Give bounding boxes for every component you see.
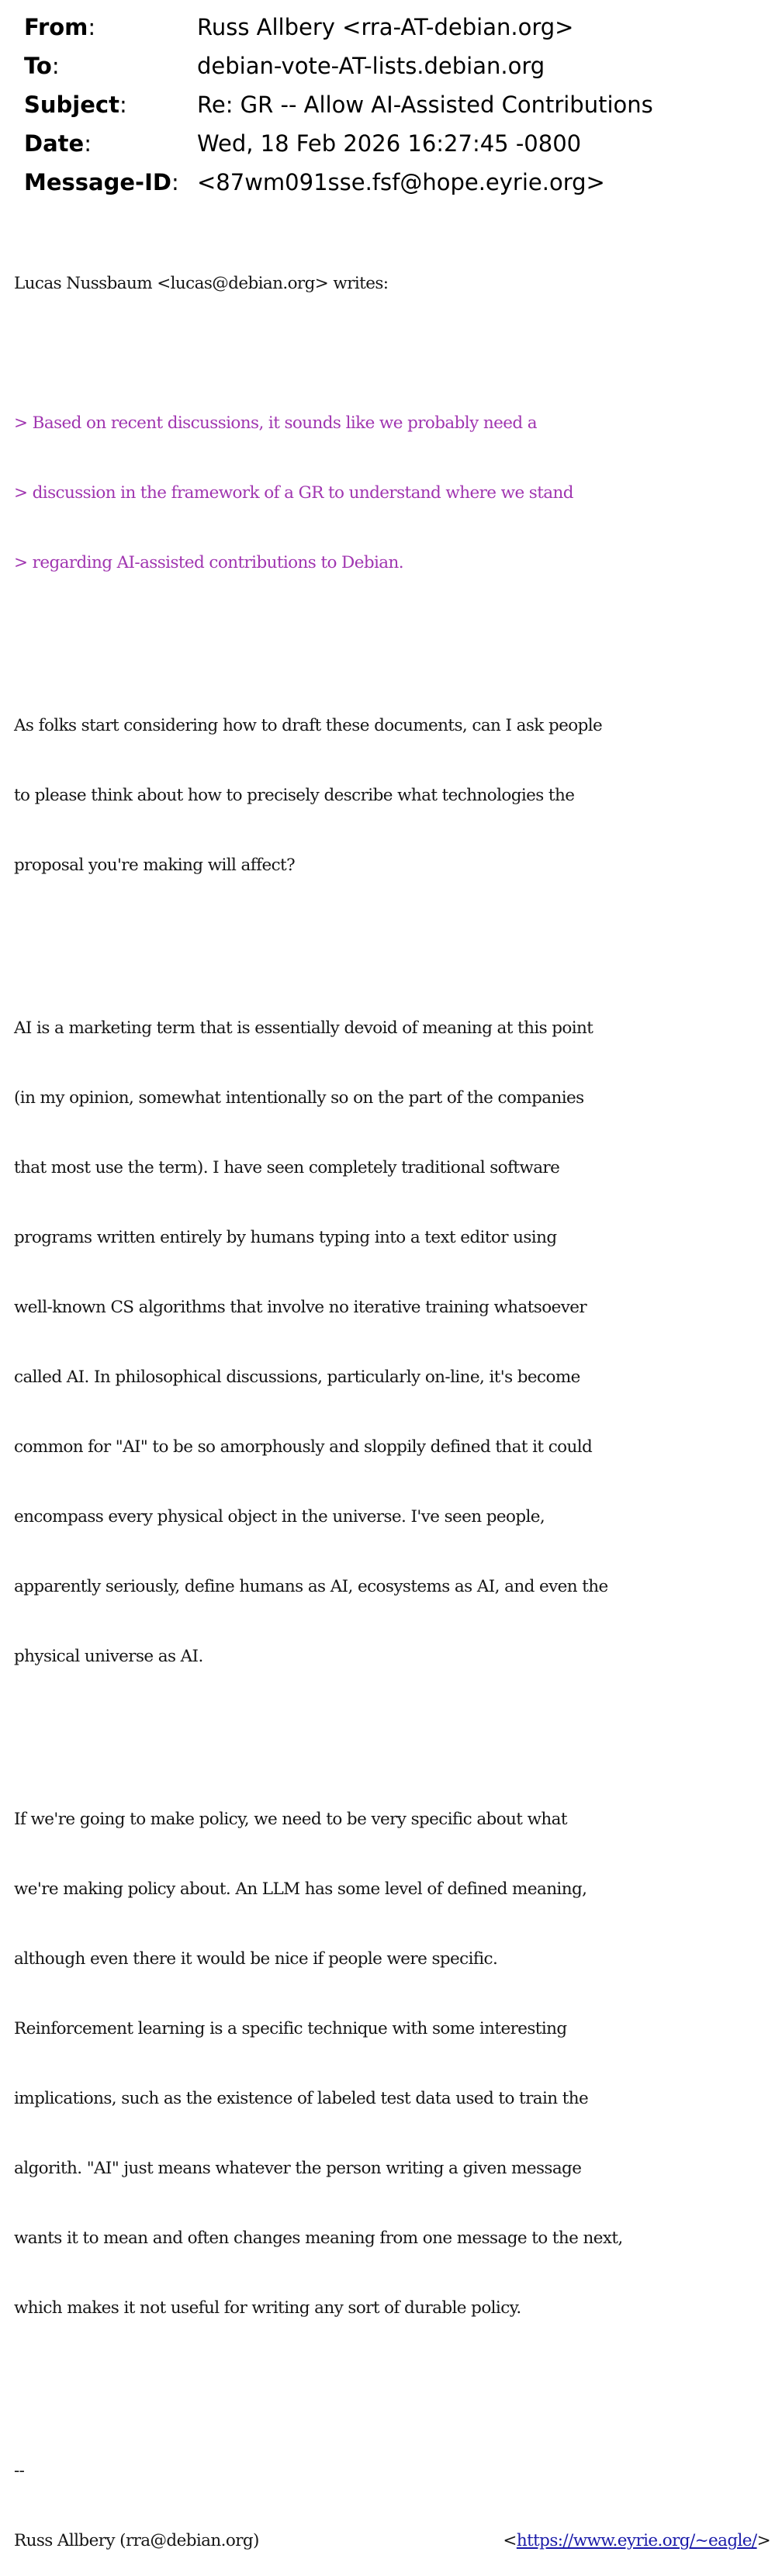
signature-line: [14, 2529, 770, 2553]
header-value: Russ Allbery <rra-AT-debian.org>: [197, 14, 574, 40]
header-subject: [24, 88, 653, 127]
bracket-open: <: [503, 2531, 517, 2550]
blank-line: [14, 1715, 770, 1738]
body-line: which makes it not useful for writing any sort of durable policy.: [14, 2298, 521, 2318]
header-to: [24, 50, 653, 88]
body-line: (in my opinion, somewhat intentionally so on the part of the companies: [14, 1088, 584, 1108]
header-date: [24, 127, 653, 166]
header-label: Message-ID:: [24, 169, 179, 195]
message-headers: [24, 11, 653, 205]
header-value: Re: GR -- Allow AI-Assisted Contributions: [197, 92, 653, 118]
signature-url-group: [503, 2529, 770, 2553]
body-line: encompass every physical object in the universe. I've seen people,: [14, 1507, 545, 1527]
body-line: programs written entirely by humans typing into a text editor using: [14, 1228, 557, 1247]
header-label: Subject:: [24, 92, 127, 118]
message-body: [14, 226, 770, 2576]
signature-link[interactable]: https://www.eyrie.org/~eagle/: [516, 2531, 757, 2550]
bracket-close: >: [756, 2531, 770, 2550]
header-value: <87wm091sse.fsf@hope.eyrie.org>: [197, 169, 605, 195]
body-line: apparently seriously, define humans as AI, ecosystems as AI, and even the: [14, 1577, 608, 1596]
body-line: If we're going to make policy, we need to be very specific about what: [14, 1810, 567, 1829]
body-line: algorith. "AI" just means whatever the person writing a given message: [14, 2159, 582, 2178]
blank-line: [14, 621, 770, 645]
signature-separator: --: [14, 2461, 25, 2481]
header-label: To:: [24, 53, 60, 79]
quoted-line: > regarding AI-assisted contributions to Debian.: [14, 553, 403, 572]
quoted-line: > discussion in the framework of a GR to understand where we stand: [14, 483, 573, 503]
blank-line: [14, 2367, 770, 2390]
signature-name: Russ Allbery (rra@debian.org): [14, 2531, 259, 2550]
body-line: wants it to mean and often changes meaning from one message to the next,: [14, 2228, 623, 2248]
body-line: implications, such as the existence of labeled test data used to train the: [14, 2089, 589, 2108]
body-line: physical universe as AI.: [14, 1647, 203, 1666]
blank-line: [14, 342, 770, 365]
quoted-line: > Based on recent discussions, it sounds like we probably need a: [14, 413, 537, 433]
body-line: proposal you're making will affect?: [14, 856, 296, 875]
body-line: AI is a marketing term that is essentially devoid of meaning at this point: [14, 1018, 593, 1038]
body-line: to please think about how to precisely describe what technologies the: [14, 786, 575, 805]
body-line: Reinforcement learning is a specific technique with some interesting: [14, 2019, 567, 2038]
header-from: [24, 11, 653, 50]
header-message-id: [24, 166, 653, 205]
body-line: common for "AI" to be so amorphously and sloppily defined that it could: [14, 1437, 593, 1457]
body-line: although even there it would be nice if people were specific.: [14, 1949, 498, 1969]
attribution-line: Lucas Nussbaum <lucas@debian.org> writes:: [14, 274, 389, 293]
body-line: we're making policy about. An LLM has some level of defined meaning,: [14, 1879, 587, 1899]
header-value: debian-vote-AT-lists.debian.org: [197, 53, 545, 79]
body-line: well-known CS algorithms that involve no iterative training whatsoever: [14, 1298, 587, 1317]
header-label: From:: [24, 14, 96, 40]
header-value: Wed, 18 Feb 2026 16:27:45 -0800: [197, 130, 582, 157]
header-label: Date:: [24, 130, 92, 157]
blank-line: [14, 924, 770, 947]
body-line: that most use the term). I have seen completely traditional software: [14, 1158, 560, 1177]
body-line: As folks start considering how to draft these documents, can I ask people: [14, 716, 603, 735]
body-line: called AI. In philosophical discussions, particularly on-line, it's become: [14, 1368, 580, 1387]
